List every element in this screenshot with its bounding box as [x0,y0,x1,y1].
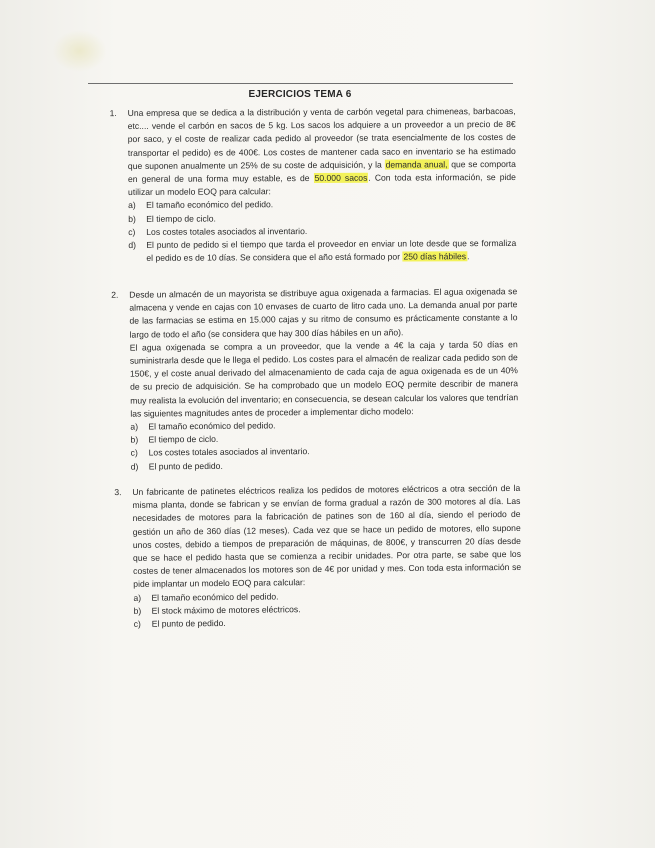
statement-text: . Con toda esta información, se pide utilizar un modelo EOQ para calcular: [128,171,516,198]
question-text: Los costes totales asociados al inventario. [146,225,308,237]
question-text: El tamaño económico del pedido. [146,199,274,211]
question-letter: b) [130,434,139,445]
highlight-demanda-anual: demanda anual, [385,159,448,170]
question-list [112,417,518,473]
question-letter: c) [133,618,141,629]
header-rule [88,83,513,84]
question-list [115,587,521,631]
question-text: El stock máximo de motores eléctricos. [151,604,301,616]
question-letter: c) [128,226,136,237]
question-letter: b) [133,605,142,616]
highlight-50000-sacos: 50.000 sacos [314,172,368,184]
exercise-statement [129,285,518,420]
question-list [110,197,516,265]
question-text: El tamaño económico del pedido. [148,420,276,432]
exercise-3 [114,482,521,631]
highlight-250-dias-habiles: 250 días hábiles [403,251,467,262]
exercise-statement [128,105,516,199]
question-text: El punto de pedido. [151,618,226,629]
question-text: El punto de pedido si el tiempo que tarda el proveedor en enviar un lote desde que se formaliza el pedido es de 10 días. Se considera que el año está formado por [146,237,517,264]
question-text: El tiempo de ciclo. [146,213,216,224]
statement-text: Una empresa que se dedica a la distribución y venta de carbón vegetal para chimeneas, barbacoas, etc.... vende el carbón en sacos de 5 kg. Los sacos los adquiere a un proveedor a un precio de 8€ por saco, y el coste de realizar cada pedido al proveedor (se trata esencialmente de los costes de transportar el pedido) es de 400€. Los costes de mantener cada saco en inventario se ha estimado que suponen anualmente un 25% de su coste de adquisición, y la [127,105,516,171]
question-letter: a) [133,592,142,603]
question-text: El punto de pedido. [148,460,223,472]
question-text-tail: . [467,251,470,262]
question-letter: a) [130,421,139,432]
statement-paragraph: El agua oxigenada se compra a un proveedor, que la vende a 4€ la caja y tarda 50 días en suministrarla desde que le llega el pedido. Los costes para el almacén de realizar cada pedido son de 150€, y el coste anual derivado del almacenamiento de cada caja de agua oxigenada es de un 40% de su precio de adquisición. Se ha comprobado que un modelo EOQ permite describir de manera muy realista la evolución del inventario; en consecuencia, se desean calcular los valores que tendrían las siguientes magnitudes antes de proceder a implementar dicho modelo: [129,339,519,419]
question-item [134,614,522,631]
statement-paragraph: Un fabricante de patinetes eléctricos realiza los pedidos de motores eléctricos a otra sección de la misma planta, donde se fabrican y se envían de forma gradual a razón de 300 motores al día. Las necesidades de motores para la fabricación de patines son de 160 al día, siendo el periodo de gestión un año de 360 días (12 meses). Cada vez que se hace un pedido de motores, ello supone unos costes, debido a tiempos de preparación de máquinas, de 800€, y transcurren 20 días desde que se hace el pedido hasta que se comienza a recibir unidades. Por otra parte, se sabe que los costes de tener almacenados los motores son de 4€ por unidad y mes. Con toda esta información se pide implantar un modelo EOQ para calcular: [132,482,522,590]
question-text: Los costes totales asociados al inventario. [148,446,310,458]
question-letter: a) [128,200,136,211]
question-letter: d) [128,239,136,250]
question-text: El tamaño económico del pedido. [151,591,279,603]
question-text: El tiempo de ciclo. [148,434,219,445]
question-item [128,237,516,265]
exercise-number: 1. [109,108,117,119]
paper-smudge [52,30,107,72]
exercise-number: 3. [114,487,122,498]
statement-text: que se comporta en general de una forma muy estable, es de [127,158,516,184]
exercise-statement [132,482,521,592]
question-letter: c) [130,447,138,459]
exercise-1 [110,105,517,266]
question-item [131,457,519,474]
exercise-2 [111,285,519,473]
question-letter: b) [128,213,136,224]
exercise-number: 2. [111,289,119,300]
page-title: EJERCICIOS TEMA 6 [248,89,352,100]
statement-paragraph: Desde un almacén de un mayorista se distribuye agua oxigenada a farmacias. El agua oxigenada se almacena y vende en cajas con 10 envases de cuarto de litro cada uno. La demanda anual por parte de las farmacias se estima en 15.000 cajas y su ritmo de consumo es prácticamente constante a lo largo de todo el año (se considera que hay 300 días hábiles en un año). [129,286,518,340]
question-letter: d) [130,461,139,472]
